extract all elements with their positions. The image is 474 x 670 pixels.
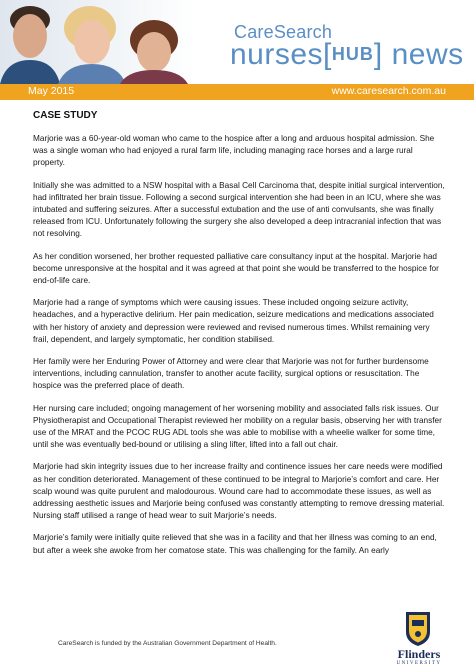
- masthead: [0, 0, 474, 84]
- article: [33, 110, 445, 567]
- brand-name: CareSearch: [234, 22, 333, 42]
- bracket-close: ]: [373, 38, 383, 71]
- newsletter-title: [230, 38, 464, 72]
- article-title: CASE STUDY: [33, 110, 98, 121]
- paragraph: Initially she was admitted to a NSW hospital with a Basal Cell Carcinoma that, despite initial surgical intervention, had infiltrated her brain tissue. Following a second surgical intervention she had been in an ICU, where she was intubated and suffering seizures. After a successful extubation and the use of anti convulsants, she was finally released from ICU. Unfortunately following the surgery she also developed a deep intracranial infection that was not resolving.: [33, 180, 445, 239]
- paragraph: Her family were her Enduring Power of Attorney and were clear that Marjorie was not for further burdensome interventions, including cannulation, transfer to another acute facility, surgical options or resuscitation. The hospice was the preferred place of death.: [33, 357, 429, 391]
- title-hub: HUB: [331, 44, 374, 64]
- paragraph: Marjorie had a range of symptoms which were causing issues. These included ongoing seizure activity, headaches, and a hyperactive delirium. Her pain medication, seizure medications and medications associated with her history of anxiety and depression were reviewed and revised numerous times. Whilst remaining very frail, dependent, and largely symptomatic, her condition stabilised.: [33, 298, 434, 344]
- paragraph: Marjorie had skin integrity issues due to her increase frailty and continence issues her care needs were modified as her condition deteriorated. Management of these continued to be integral to Marjorie’s comfort and care. Her scalp wound was quite purulent and malodourous. Wound care had to accommodate these issues, as well as addressing aesthetic issues and Marjorie being confused was constantly attempting to remove dressing material. Nursing staff utilised a range of head wear to suit Marjorie’s needs.: [33, 462, 445, 521]
- website-link[interactable]: www.caresearch.com.au: [331, 85, 446, 97]
- flinders-logo-text: Flinders: [397, 647, 441, 661]
- issue-date: May 2015: [28, 85, 75, 97]
- nurses-photo: [0, 0, 196, 84]
- date-bar: [0, 84, 474, 100]
- paragraph: Her nursing care included; ongoing management of her worsening mobility and associated falls risk issues. Our Physiotherapist and Occupational Therapist reviewed her mobility on a regular basis, observing her with transfer use of the MRAT and the PCOC RUG ADL tools she was able to mobilise with a wheelie walker for some time, until she was eventually bed-bound or utilising a sling lifter, lifted into a fall out chair.: [33, 403, 442, 450]
- paragraph: Marjorie was a 60-year-old woman who came to the hospice after a long and arduous hospital admission. She was a single woman who had enjoyed a rural farm life, including managing race horses and a large rural property.: [33, 134, 435, 168]
- funding-note: CareSearch is funded by the Australian Government Department of Health.: [58, 640, 277, 647]
- paragraph: Marjorie’s family were initially quite relieved that she was in a facility and that her illness was coming to an end, but after a week she awoke from her comatose state. This was challenging for the family. An early: [33, 533, 437, 555]
- title-news: news: [391, 38, 464, 71]
- title-nurses: nurses: [230, 38, 324, 71]
- flinders-logo-subtext: UNIVERSITY: [396, 661, 442, 666]
- paragraph: As her condition worsened, her brother requested palliative care consultancy input at the hospital. Marjorie had become unresponsive at the hospital and it was agreed at that point she would be transferred to the hospice for end-of-life care.: [33, 251, 439, 286]
- bracket-open: [: [323, 38, 332, 71]
